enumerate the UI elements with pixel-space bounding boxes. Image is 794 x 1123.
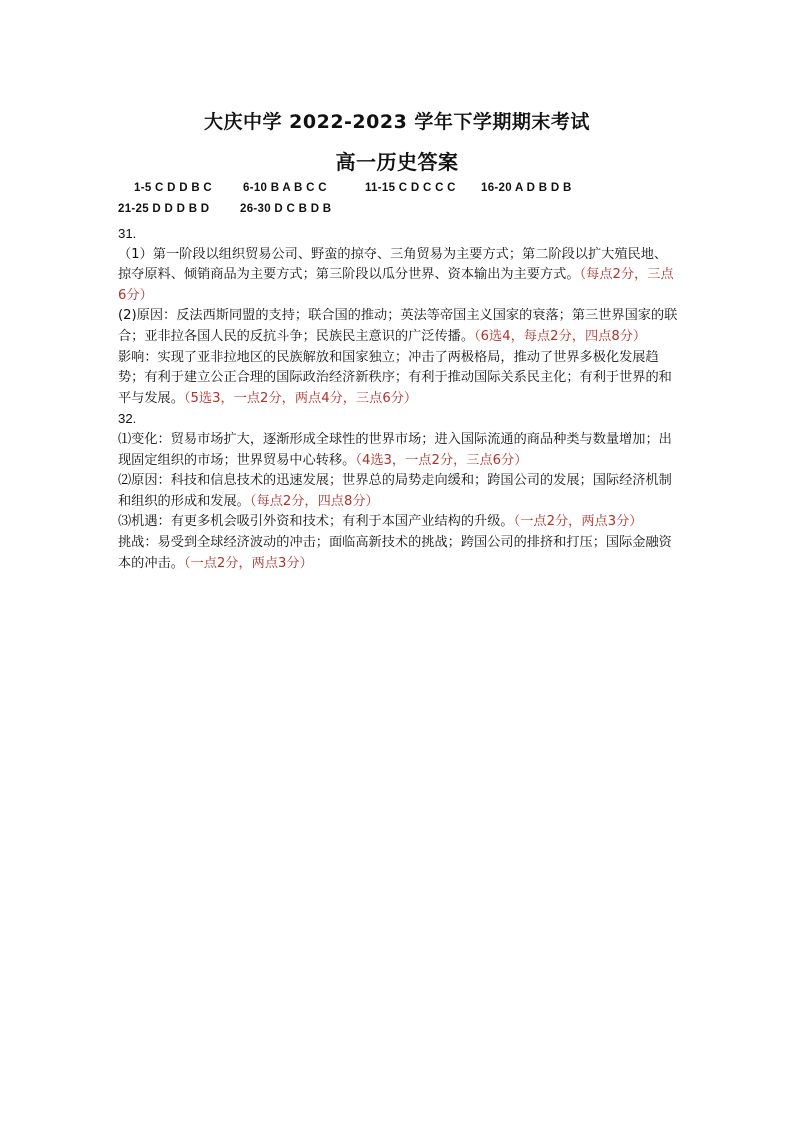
q31-part1 — [118, 245, 678, 307]
q32-part1-score: （4选3，一点2分，三点6分） — [355, 452, 528, 468]
answer-body — [118, 224, 678, 574]
question-31-number: 31. — [118, 226, 137, 241]
choice-answers-1-5: 1-5 C D D B C — [134, 182, 213, 194]
choice-answers-21-25: 21-25 D D D B D — [118, 203, 210, 215]
q32-part4-text: 挑战：易受到全球经济波动的冲击；面临高新技术的挑战；跨国公司的排挤和打压；国际金融资本的冲击。 — [118, 534, 672, 571]
q32-part3 — [118, 512, 678, 533]
choice-answers-16-20: 16-20 A D B D B — [481, 182, 572, 194]
q31-part1-text: （1）第一阶段以组织贸易公司、野蛮的掠夺、三角贸易为主要方式；第二阶段以扩大殖民地、掠夺原料、倾销商品为主要方式；第三阶段以瓜分世界、资本输出为主要方式。 — [118, 246, 668, 283]
document-subtitle: 高一历史答案 — [335, 150, 459, 174]
choice-answers-6-10: 6-10 B A B C C — [243, 182, 327, 194]
q31-part3 — [118, 348, 678, 410]
document-title: 大庆中学 2022-2023 学年下学期期末考试 — [204, 111, 590, 133]
q31-part3-score: （5选3，一点2分，两点4分，三点6分） — [183, 390, 418, 406]
q32-part4 — [118, 533, 678, 574]
q32-part2-score: （每点2分，四点8分） — [249, 493, 379, 509]
q32-part1-text: ⑴变化：贸易市场扩大，逐渐形成全球性的世界市场；进入国际流通的商品种类与数量增加；出现固定组织的市场；世界贸易中心转移。 — [118, 431, 672, 468]
q31-part2-text: (2)原因：反法西斯同盟的支持；联合国的推动；英法等帝国主义国家的衰落；第三世界国家的联合；亚非拉各国人民的反抗斗争；民族民主意识的广泛传播。 — [118, 308, 678, 344]
question-32-number: 32. — [118, 411, 137, 427]
q31-part1-score: （每点2分，三点6分） — [118, 267, 674, 303]
choice-answers-11-15: 11-15 C D C C C — [365, 182, 456, 194]
q32-part3-score: （一点2分，两点3分） — [513, 514, 643, 530]
q31-part2 — [118, 306, 678, 347]
q32-part2-text: ⑵原因：科技和信息技术的迅速发展；世界总的局势走向缓和；跨国公司的发展；国际经济机制和组织的形成和发展。 — [118, 473, 672, 509]
q32-part4-score: （一点2分，两点3分） — [183, 555, 313, 571]
q32-part3-text: ⑶机遇：有更多机会吸引外资和技术；有利于本国产业结构的升级。 — [118, 514, 514, 530]
q31-part3-text: 影响：实现了亚非拉地区的民族解放和国家独立；冲击了两极格局，推动了世界多极化发展趋势；有利于建立公正合理的国际政治经济新秩序；有利于推动国际关系民主化；有利于世界的和平与发展。 — [118, 349, 672, 406]
choice-answers-26-30: 26-30 D C B D B — [240, 203, 332, 215]
q32-part1 — [118, 430, 678, 471]
q32-part2 — [118, 471, 678, 512]
q31-part2-score: （6选4，每点2分，四点8分） — [474, 328, 647, 344]
